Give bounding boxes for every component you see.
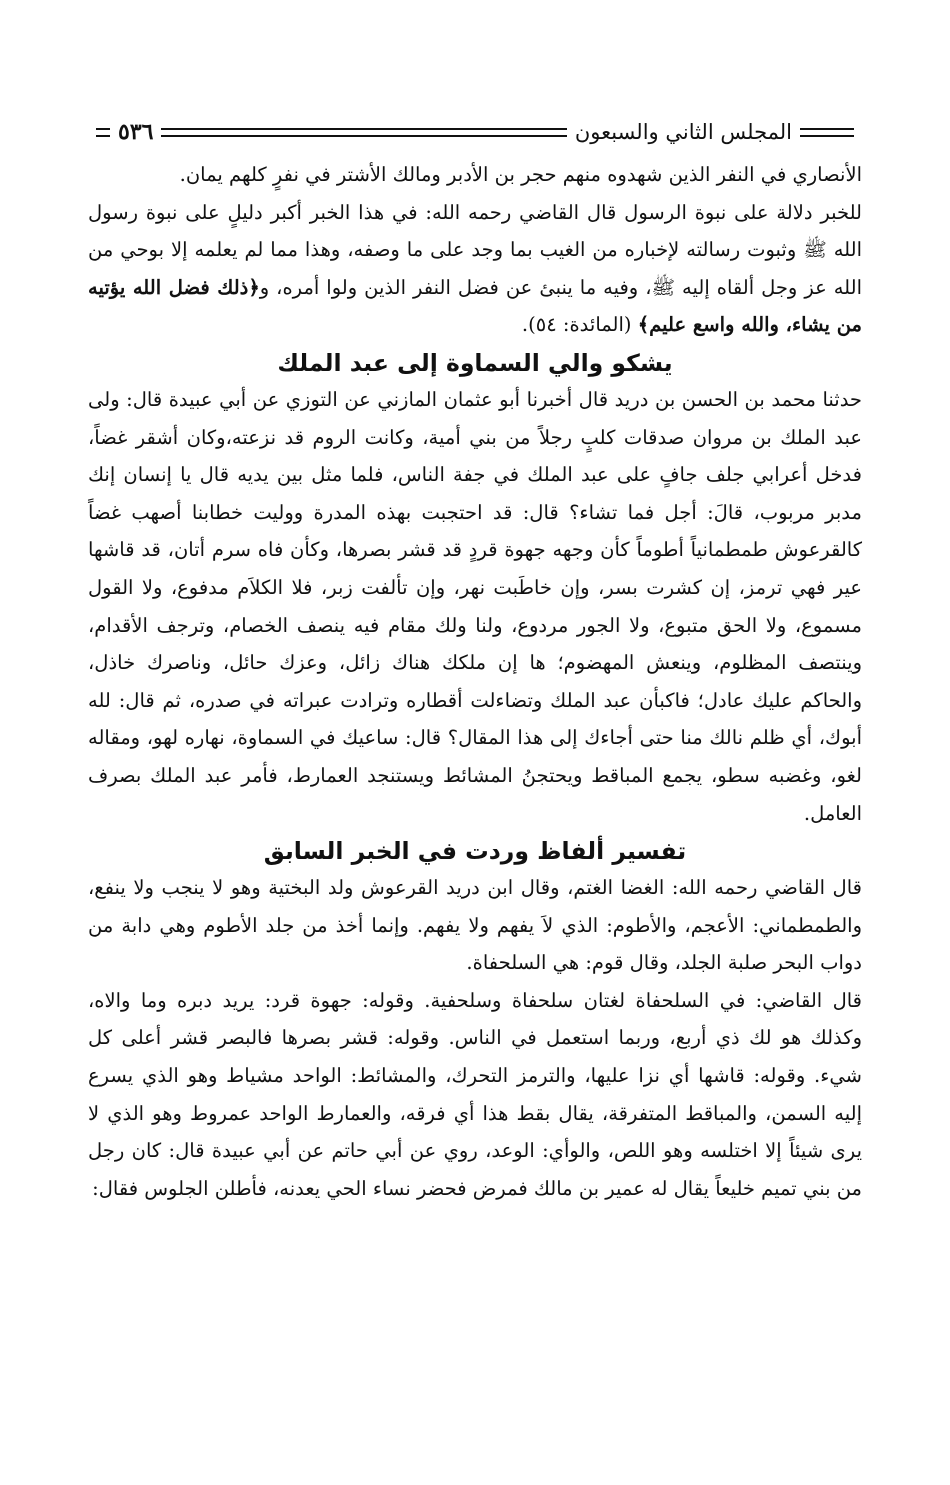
paragraph-continuation: الأنصاري في النفر الذين شهدوه منهم حجر بن الأدبر ومالك الأشتر في نفرٍ كلهم يمان. — [179, 163, 862, 186]
quran-quote: ﴿ذلك فضل الله يؤتيه من يشاء، والله واسع عليم﴾ — [88, 275, 862, 337]
running-title: المجلس الثاني والسبعون — [574, 120, 792, 144]
paragraph-story: حدثنا محمد بن الحسن بن دريد قال أخبرنا أبو عثمان المازني عن التوزي عن أبي عبيدة قال: ولى عبد الملك بن مروان صدقات كلبٍ رجلاً من بني أمية، وكانت الروم قد نزعته،وكان أشقر غضاً، فدخل أعرابي جلف جافٍ على عبد الملك في جفة الناس، فلما مثل بين يديه قال يا إنسان إنك مدبر مربوب، قالَ: أجل فما تشاء؟ قال: قد احتجبت بهذه المدرة ووليت خطابنا أصهب غضاً كالقرعوش طمطمانياً أطوماً كأن وجهه جهوة قردٍ قد قشر بصرها، وكأن فاه سرم أتان، قد قاشها عير فهي ترمز، إن كشرت بسر، وإن خاطَبت نهر، وإن تألفت زبر، فلا الكلاَم مدفوع، ولا القول مسموع، ولا الحق متبوع، ولا الجور مردوع، ولنا ولك مقام فيه ينصف الخصام، وترجف الأقدام، وينتصف المظلوم، وينعش المهضوم؛ ها إن ملكك هناك زائل، وعزك حائل، وناصرك خاذل، والحاكم عليك عادل؛ فاكبأن عبد الملك وتضاءلت أقطاره وترادت عبراته في صدره، ثم قال: لله أبوك، أي ظلم نالك منا حتى أجاءك إلى هذا المقال؟ قال: ساعيك في السماوة، نهاره لهو، ومقاله لغو، وغضبه سطو، يجمع المباقط ويحتجنُ المشائط ويستنجد العمارط، فأمر عبد الملك بصرف العامل. — [88, 387, 862, 825]
header-rule-left — [96, 128, 110, 137]
section-heading-complaint: يشكو والي السماوة إلى عبد الملك — [277, 348, 673, 377]
quran-citation: (المائدة: ٥٤). — [521, 313, 638, 337]
section-heading-glossary: تفسير ألفاظ وردت في الخبر السابق — [263, 837, 687, 866]
paragraph-glossary-2: قال القاضي: في السلحفاة لغتان سلحفاة وسلحفية. وقوله: جهوة قرد: يريد دبره وما والاه، وكذلك هو لك ذي أربع، وربما استعمل في الناس. وقوله: قشر بصرها فالبصر قشر أعلى كل شيء. وقوله: قاشها أي نزا عليها، والترمز التحرك، والمشائط: الواحد مشياط وهو الذي يسرع إليه السمن، والمباقط المتفرقة، يقال بقط هذا أي فرقه، والعمارط الواحد عمروط وهو الذي لا يرى شيئاً إلا اختلسه وهو اللص، والوأي: الوعد، روي عن أبي حاتم عن أبي عبيدة قال: كان رجل من بني تميم خليعاً يقال له عمير بن مالك فمرض فحضر نساء الحي يعدنه، فأطلن الجلوس فقال: — [88, 988, 862, 1200]
header-rule-middle — [161, 128, 566, 137]
running-header — [88, 110, 862, 154]
header-rule-right — [800, 128, 854, 137]
paragraph-glossary-1: قال القاضي رحمه الله: الغضا الغتم، وقال ابن دريد القرعوش ولد البختية وهو لا ينجب ولا ينفع، والطمطماني: الأعجم، والأطوم: الذي لاَ يفهم ولا يفهم. وإنما أخذ من جلد الأطوم وهي دابة من دواب البحر صلبة الجلد، وقال قوم: هي السلحفاة. — [88, 876, 862, 975]
paragraph-prophecy-text: للخبر دلالة على نبوة الرسول قال القاضي رحمه الله: في هذا الخبر أكبر دليلٍ على نبوة رسول الله ﷺ وثبوت رسالته لإخباره من الغيب بما وجد على ما وصفه، وهذا مما لم يعلمه إلا بوحي من الله عز وجل ألقاه إليه ﷺ، وفيه ما ينبئ عن فضل النفر الذين ولوا أمره، و — [88, 200, 862, 299]
page-number: ٥٣٦ — [118, 119, 154, 145]
paragraph-prophecy — [88, 194, 862, 344]
